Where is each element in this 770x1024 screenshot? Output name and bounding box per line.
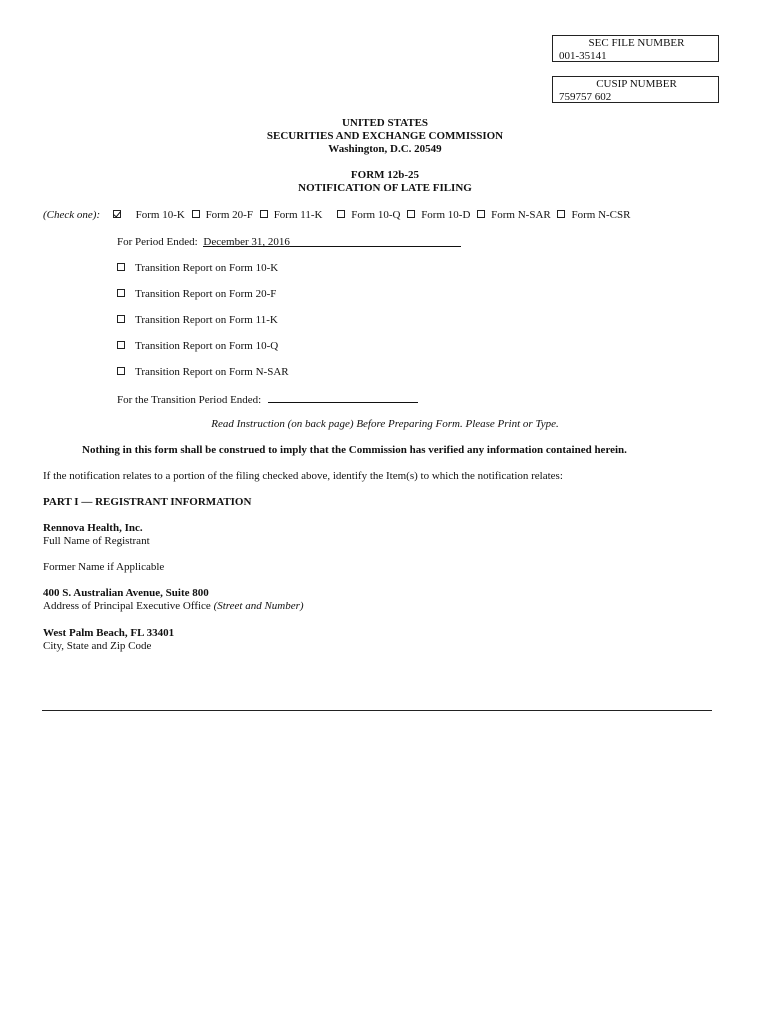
check-one-row bbox=[43, 209, 634, 222]
checkbox-transition-nsar[interactable] bbox=[117, 367, 125, 375]
option-form-10q-label: Form 10-Q bbox=[351, 209, 401, 221]
option-form-10d-label: Form 10-D bbox=[421, 209, 471, 221]
period-ended-field[interactable] bbox=[203, 236, 461, 247]
sec-file-number-label: SEC FILE NUMBER bbox=[588, 37, 685, 49]
sec-file-number-box bbox=[552, 35, 719, 62]
checkbox-transition-10k[interactable] bbox=[117, 263, 125, 271]
disclaimer-text: Nothing in this form shall be construed to imply that the Commission has verified any information contained herein. bbox=[82, 444, 627, 456]
checkbox-transition-10q[interactable] bbox=[117, 341, 125, 349]
checkbox-form-11k[interactable] bbox=[260, 210, 268, 218]
checkbox-transition-20f[interactable] bbox=[117, 289, 125, 297]
city-value: West Palm Beach, FL 33401 bbox=[43, 627, 175, 639]
transition-10q-label: Transition Report on Form 10-Q bbox=[135, 340, 279, 352]
option-form-ncsr-label: Form N-CSR bbox=[571, 209, 631, 221]
header-line-2: SECURITIES AND EXCHANGE COMMISSION bbox=[266, 130, 504, 142]
option-form-11k-label: Form 11-K bbox=[273, 209, 323, 221]
period-ended-value: December 31, 2016 bbox=[203, 236, 290, 248]
form-subtitle: NOTIFICATION OF LATE FILING bbox=[298, 182, 472, 194]
checkbox-form-10d[interactable] bbox=[407, 210, 415, 218]
transition-11k-label: Transition Report on Form 11-K bbox=[135, 314, 278, 326]
part1-heading: PART I — REGISTRANT INFORMATION bbox=[43, 496, 252, 508]
checkbox-transition-11k[interactable] bbox=[117, 315, 125, 323]
portion-note: If the notification relates to a portion of the filing checked above, identify the Item(s) to which the notification relates: bbox=[43, 470, 563, 482]
transition-item bbox=[117, 288, 276, 301]
transition-period-label: For the Transition Period Ended: bbox=[117, 394, 262, 406]
checkbox-form-ncsr[interactable] bbox=[557, 210, 565, 218]
instruction-text: Read Instruction (on back page) Before Preparing Form. Please Print or Type. bbox=[211, 418, 559, 430]
checkbox-form-20f[interactable] bbox=[192, 210, 200, 218]
option-form-10k-label: Form 10-K bbox=[135, 209, 185, 221]
form-title: FORM 12b-25 bbox=[350, 169, 420, 181]
transition-item bbox=[117, 262, 278, 275]
option-form-20f-label: Form 20-F bbox=[205, 209, 253, 221]
transition-item bbox=[117, 366, 289, 379]
transition-20f-label: Transition Report on Form 20-F bbox=[135, 288, 277, 300]
check-one-label: (Check one): bbox=[43, 209, 101, 221]
transition-period-row bbox=[117, 392, 418, 407]
header-line-1: UNITED STATES bbox=[341, 117, 429, 129]
transition-item bbox=[117, 314, 278, 327]
address-label-row bbox=[43, 600, 304, 613]
registrant-name-label: Full Name of Registrant bbox=[43, 535, 150, 547]
checkbox-form-10k[interactable] bbox=[113, 210, 121, 218]
period-ended-label: For Period Ended: bbox=[117, 236, 198, 248]
transition-item bbox=[117, 340, 278, 353]
cusip-number-box bbox=[552, 76, 719, 103]
transition-10k-label: Transition Report on Form 10-K bbox=[135, 262, 279, 274]
address-value: 400 S. Australian Avenue, Suite 800 bbox=[43, 587, 209, 599]
registrant-name: Rennova Health, Inc. bbox=[43, 522, 143, 534]
bottom-rule bbox=[42, 710, 712, 711]
period-ended-row bbox=[117, 236, 461, 249]
option-form-nsar-label: Form N-SAR bbox=[491, 209, 551, 221]
transition-nsar-label: Transition Report on Form N-SAR bbox=[135, 366, 289, 378]
cusip-number-value: 759757 602 bbox=[559, 91, 612, 103]
city-label: City, State and Zip Code bbox=[43, 640, 152, 652]
sec-file-number-value: 001-35141 bbox=[559, 50, 607, 62]
cusip-number-label: CUSIP NUMBER bbox=[596, 78, 677, 90]
former-name-label: Former Name if Applicable bbox=[43, 561, 165, 573]
address-label-note: (Street and Number) bbox=[213, 600, 304, 612]
header-line-3: Washington, D.C. 20549 bbox=[328, 143, 442, 155]
checkbox-form-nsar[interactable] bbox=[477, 210, 485, 218]
transition-period-field[interactable] bbox=[268, 392, 418, 403]
address-label: Address of Principal Executive Office bbox=[43, 600, 211, 612]
checkbox-form-10q[interactable] bbox=[337, 210, 345, 218]
